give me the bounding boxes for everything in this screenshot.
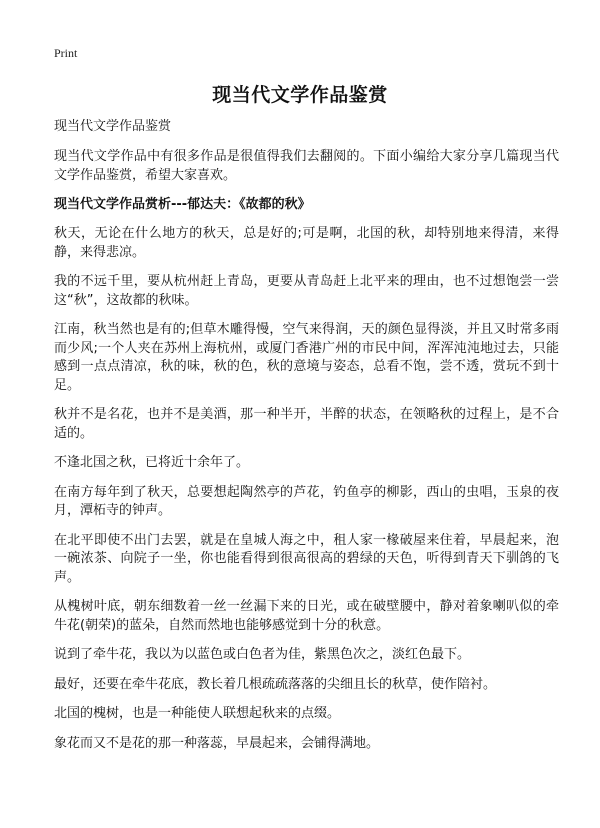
paragraph: 在南方每年到了秋天，总要想起陶然亭的芦花，钓鱼亭的柳影，西山的虫唱，玉泉的夜月，潭柘寺的钟声。 [54,484,559,518]
paragraph: 江南，秋当然也是有的;但草木雕得慢，空气来得润，天的颜色显得淡，并且又时常多雨而少风;一个人夹在苏州上海杭州，或厦门香港广州的市民中间，浑浑沌沌地过去，只能感到一点点清凉，秋的味，秋的色，秋的意境与姿态，总看不饱，尝不透，赏玩不到十足。 [54,322,559,393]
paragraph: 说到了牵牛花，我以为以蓝色或白色者为佳，紫黑色次之，淡红色最下。 [54,647,471,662]
intro-paragraph: 现当代文学作品中有很多作品是很值得我们去翻阅的。下面小编给大家分享几篇现当代文学作品鉴赏，希望大家喜欢。 [54,149,559,183]
paragraph: 我的不远千里，要从杭州赶上青岛，更要从青岛赶上北平来的理由，也不过想饱尝一尝这“秋”，这故都的秋味。 [54,274,559,308]
paragraph: 最好，还要在牵牛花底，教长着几根疏疏落落的尖细且长的秋草，使作陪衬。 [54,676,497,692]
article-subtitle: 现当代文学作品鉴赏 [54,119,172,134]
section-heading: 现当代文学作品赏析---郁达夫：《故都的秋》 [54,197,311,212]
page-title: 现当代文学作品鉴赏 [212,84,388,106]
print-link[interactable]: Print [54,46,78,60]
paragraph: 象花而又不是花的那一种落蕊，早晨起来，会铺得满地。 [54,735,380,751]
paragraph: 在北平即使不出门去罢，就是在皇城人海之中，租人家一椽破屋来住着，早晨起来，泡一碗浓茶、向院子一坐，你也能看得到很高很高的碧绿的天色，听得到青天下驯鸽的飞声。 [54,532,559,585]
paragraph: 秋并不是名花，也并不是美酒，那一种半开，半醉的状态，在领略秋的过程上，是不合适的。 [54,407,559,441]
paragraph: 秋天，无论在什么地方的秋天，总是好的;可是啊，北国的秋，却特别地来得清，来得静，来得悲凉。 [54,226,559,260]
paragraph: 不逢北国之秋，已将近十余年了。 [54,455,250,470]
paragraph: 从槐树叶底，朝东细数着一丝一丝漏下来的日光，或在破壁腰中，静对着象喇叭似的牵牛花(朝荣)的蓝朵，自然而然地也能够感觉到十分的秋意。 [54,599,559,633]
article-body [54,118,559,764]
paragraph: 北国的槐树，也是一种能使人联想起秋来的点缀。 [54,706,341,721]
